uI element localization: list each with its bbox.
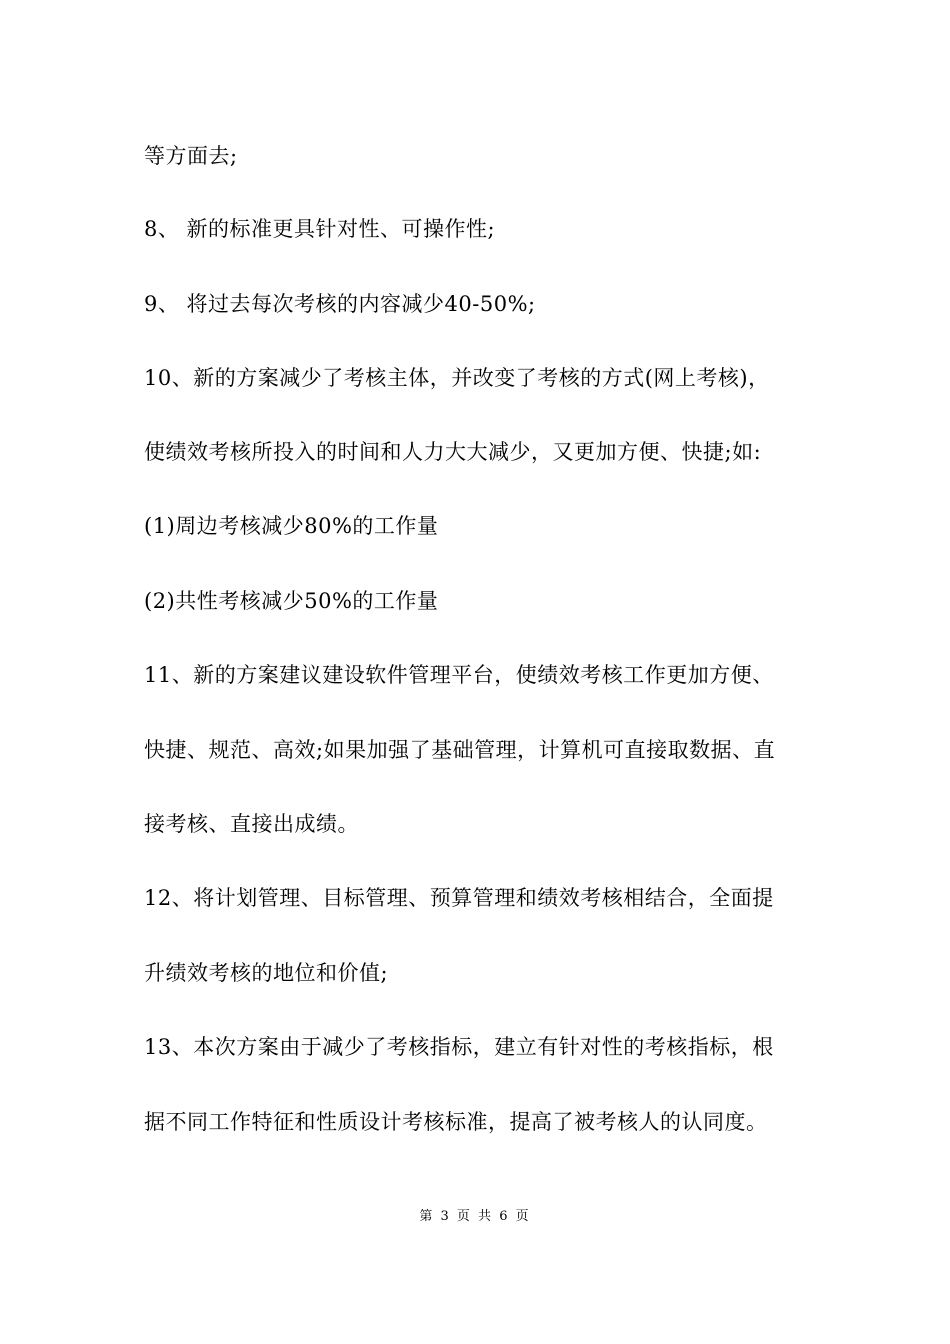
text-line: (1)周边考核减少80%的工作量 xyxy=(144,514,439,538)
text-line: 升绩效考核的地位和价值; xyxy=(144,961,389,985)
text-line: 据不同工作特征和性质设计考核标准，提高了被考核人的认同度。 xyxy=(144,1110,768,1134)
text-line: 12、将计划管理、目标管理、预算管理和绩效考核相结合，全面提 xyxy=(144,886,774,910)
text-line: 快捷、规范、高效;如果加强了基础管理，计算机可直接取数据、直 xyxy=(144,738,776,762)
text-line: (2)共性考核减少50%的工作量 xyxy=(144,589,439,613)
text-line: 使绩效考核所投入的时间和人力大大减少，又更加方便、快捷;如: xyxy=(144,440,762,464)
text-line: 接考核、直接出成绩。 xyxy=(144,812,359,836)
text-line: 8、 新的标准更具针对性、可操作性; xyxy=(144,217,496,241)
text-line: 10、新的方案减少了考核主体，并改变了考核的方式(网上考核)， xyxy=(144,366,770,390)
text-line: 等方面去; xyxy=(144,144,238,168)
text-line: 9、 将过去每次考核的内容减少40-50%; xyxy=(144,292,536,316)
text-line: 11、新的方案建议建设软件管理平台，使绩效考核工作更加方便、 xyxy=(144,663,774,687)
text-line: 13、本次方案由于减少了考核指标，建立有针对性的考核指标，根 xyxy=(144,1035,774,1059)
page-footer: 第 3 页 共 6 页 xyxy=(419,1209,531,1224)
